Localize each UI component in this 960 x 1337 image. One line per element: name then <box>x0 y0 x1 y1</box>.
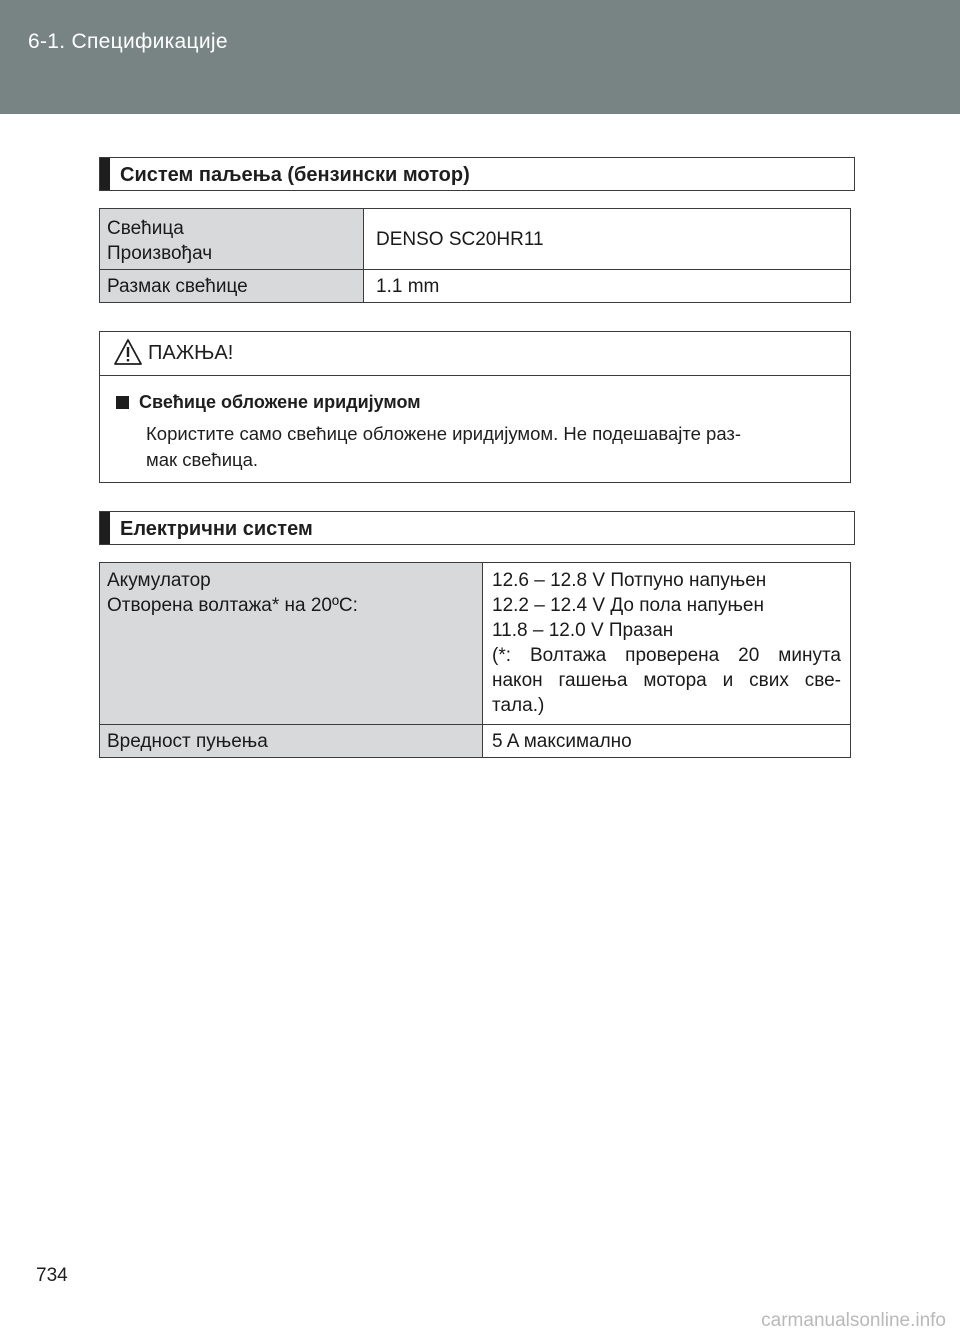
spec-label-cell <box>100 270 364 303</box>
spec-label-cell <box>100 563 483 725</box>
square-bullet-icon <box>116 396 129 409</box>
spec-label-cell <box>100 725 483 758</box>
spec-label-line: Свећица <box>107 218 184 239</box>
electrical-spec-table <box>99 562 851 758</box>
spec-value-cell <box>364 270 851 303</box>
section-marker-bar <box>100 512 110 544</box>
section-title-electrical: Електрични систем <box>120 518 313 540</box>
caution-text-line: мак свећица. <box>146 449 259 470</box>
spec-label-line: Размак свећице <box>107 275 248 297</box>
spec-value-line: (*: Волтажа проверена 20 минута <box>492 645 841 666</box>
ignition-spec-table <box>99 208 851 303</box>
spec-label-line: Произвођач <box>107 243 213 264</box>
watermark: carmanualsonline.info <box>761 1310 946 1331</box>
spec-value-line: 12.6 – 12.8 V Потпуно напуњен <box>492 570 767 591</box>
spec-label-line: Отворена волтажа* на 20ºC: <box>107 595 358 616</box>
caution-text-line: Користите само свећице обложене иридијумом. Не подешавајте раз- <box>146 423 742 444</box>
table-row <box>100 270 851 303</box>
caution-box <box>99 331 851 483</box>
section-header-ignition <box>99 157 855 191</box>
spec-label-line: Вредност пуњења <box>107 730 268 752</box>
spec-value: DENSO SC20HR11 <box>376 228 544 250</box>
spec-value-line: 5 A максимално <box>492 730 632 752</box>
spec-value: 1.1 mm <box>376 275 440 297</box>
caution-title: ПАЖЊА! <box>148 342 234 364</box>
spec-value-line: 12.2 – 12.4 V До пола напуњен <box>492 595 764 616</box>
header-band <box>0 0 960 114</box>
table-row <box>100 725 851 758</box>
spec-value-cell <box>483 563 851 725</box>
table-row <box>100 209 851 270</box>
spec-value-cell <box>364 209 851 270</box>
spec-value-cell <box>483 725 851 758</box>
section-marker-bar <box>100 158 110 190</box>
section-title-ignition: Систем паљења (бензински мотор) <box>120 164 470 186</box>
page-number: 734 <box>36 1265 68 1286</box>
spec-label-line: Акумулатор <box>107 570 211 591</box>
spec-value-line: након гашења мотора и свих све- <box>492 670 841 691</box>
caution-subheading <box>116 392 421 413</box>
warning-triangle-icon <box>114 338 142 366</box>
spec-value-line: тала.) <box>492 695 545 716</box>
caution-text <box>146 421 836 473</box>
chapter-title: 6-1. Спецификације <box>28 30 228 53</box>
spec-label-cell <box>100 209 364 270</box>
spec-value-line: 11.8 – 12.0 V Празан <box>492 620 674 641</box>
caution-subheading-text: Свећице обложене иридијумом <box>139 392 421 412</box>
table-row <box>100 563 851 725</box>
section-header-electrical <box>99 511 855 545</box>
caution-header <box>100 332 850 376</box>
